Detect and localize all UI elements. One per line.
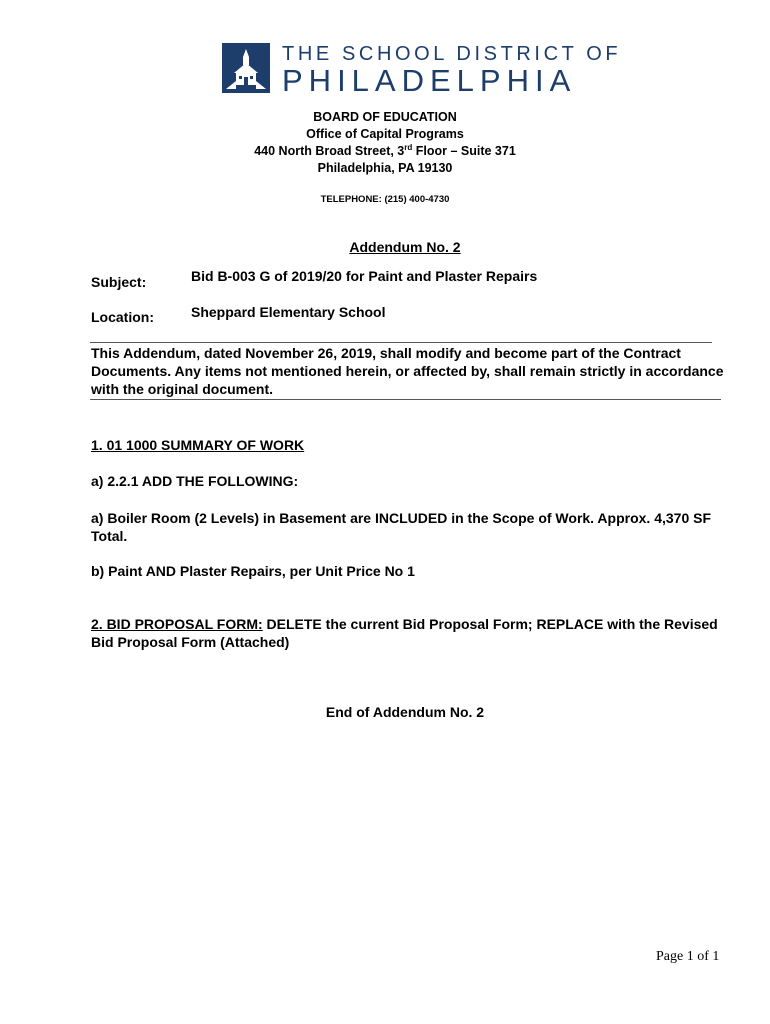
logo-line-1: THE SCHOOL DISTRICT OF: [282, 43, 622, 65]
board-heading: BOARD OF EDUCATION: [313, 110, 457, 124]
end-of-addendum: End of Addendum No. 2: [325, 704, 485, 720]
subject-label: Subject:: [91, 274, 147, 290]
bid-proposal-text: DELETE the current Bid Proposal Form; REPLACE with the Revised Bid Proposal Form (Attached): [91, 616, 718, 650]
office-name: Office of Capital Programs: [306, 127, 464, 141]
bid-proposal-item: [91, 615, 731, 651]
divider-top: [90, 342, 712, 343]
addendum-title: Addendum No. 2: [349, 239, 461, 255]
location-label: Location:: [91, 309, 154, 325]
location-value: Sheppard Elementary School: [191, 304, 386, 320]
logo-line-2: PHILADELPHIA: [282, 63, 577, 98]
summary-of-work-heading: 1. 01 1000 SUMMARY OF WORK: [91, 437, 305, 453]
bid-proposal-heading: 2. BID PROPOSAL FORM:: [91, 616, 263, 632]
school-district-logo: [222, 43, 622, 98]
subject-value: Bid B-003 G of 2019/20 for Paint and Plaster Repairs: [191, 268, 538, 284]
divider-bottom: [90, 399, 721, 400]
page-number: Page 1 of 1: [656, 949, 720, 964]
telephone: TELEPHONE: (215) 400-4730: [320, 194, 450, 205]
boiler-room-item: a) Boiler Room (2 Levels) in Basement are INCLUDED in the Scope of Work. Approx. 4,370 SF Total.: [91, 510, 712, 544]
street-address: 440 North Broad Street, 3rd Floor – Suite 371: [254, 142, 516, 158]
intro-paragraph: This Addendum, dated November 26, 2019, shall modify and become part of the Contract Documents. Any items not mentioned herein, or affected by, shall remain strictly in accordance with the original document.: [91, 345, 724, 397]
paint-plaster-item: b) Paint AND Plaster Repairs, per Unit Price No 1: [91, 563, 415, 579]
school-building-logo-icon: [222, 43, 270, 93]
add-following-line: a) 2.2.1 ADD THE FOLLOWING:: [91, 473, 299, 489]
city-address: Philadelphia, PA 19130: [317, 161, 453, 175]
